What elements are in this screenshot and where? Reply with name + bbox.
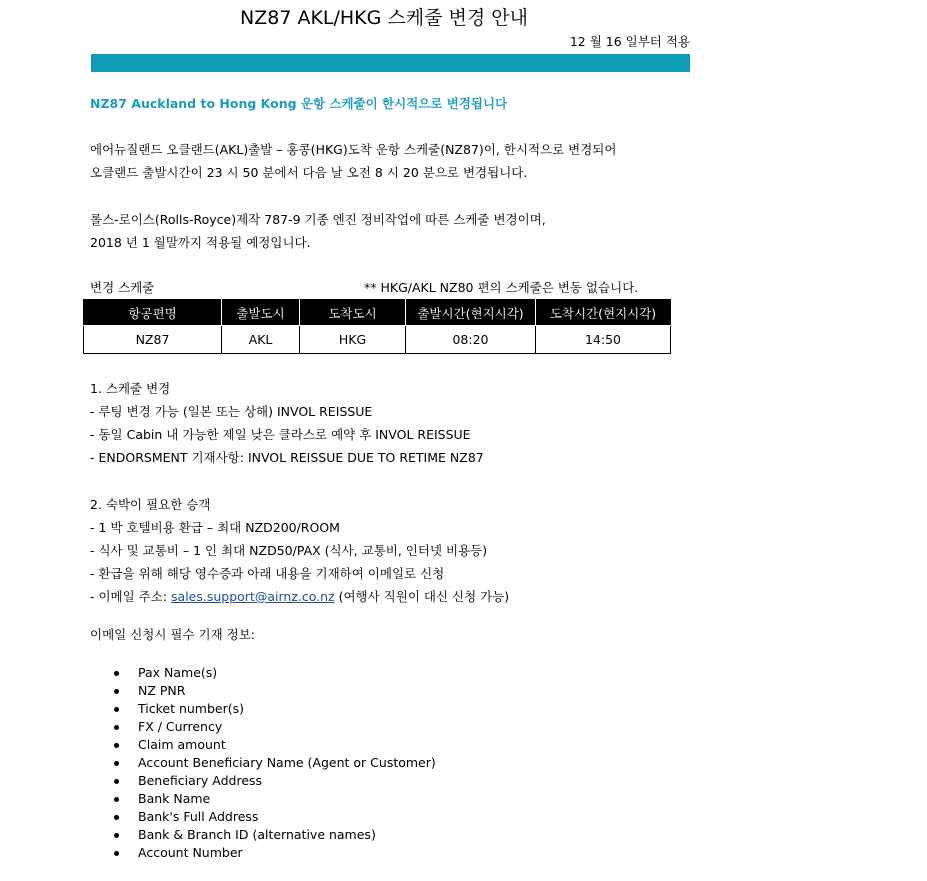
bullet-icon: [114, 725, 119, 730]
effective-date: 12 월 16 일부터 적용: [569, 34, 690, 49]
intro-line: 에어뉴질랜드 오클랜드(AKL)출발 – 홍콩(HKG)도착 운항 스케줄(NZ87)이, 한시적으로 변경되어: [90, 142, 617, 157]
intro-paragraph: [90, 138, 616, 184]
schedule-label: 변경 스케줄: [90, 280, 155, 295]
list-item-text: Claim amount: [138, 737, 226, 752]
reason-paragraph: [90, 208, 546, 254]
list-item: - ENDORSMENT 기재사항: INVOL REISSUE DUE TO RETIME NZ87: [90, 450, 484, 465]
list-item: [112, 664, 436, 682]
section-schedule-change: [90, 377, 484, 469]
section-title: 1. 스케줄 변경: [90, 381, 171, 396]
email-suffix: (여행사 직원이 대신 신청 가능): [334, 589, 510, 604]
headline: NZ87 Auckland to Hong Kong 운항 스케줄이 한시적으로 변경됩니다: [90, 96, 508, 111]
cell-flight: NZ87: [84, 326, 222, 354]
list-item-text: Bank Name: [138, 791, 211, 806]
bullet-icon: [114, 779, 119, 784]
email-link[interactable]: sales.support@airnz.co.nz: [171, 589, 335, 604]
list-item-text: Beneficiary Address: [138, 773, 263, 788]
list-item: [112, 754, 436, 772]
column-header-origin: 출발도시: [222, 300, 300, 326]
list-item: [112, 700, 436, 718]
schedule-header-row: [84, 300, 671, 326]
list-item-text: Account Beneficiary Name (Agent or Customer): [138, 755, 436, 770]
bullet-icon: [114, 815, 119, 820]
table-row: [84, 326, 671, 354]
bullet-icon: [114, 797, 119, 802]
intro-line: 오클랜드 출발시간이 23 시 50 분에서 다음 날 오전 8 시 20 분으로 변경됩니다.: [90, 165, 528, 180]
list-item: - 식사 및 교통비 – 1 인 최대 NZD50/PAX (식사, 교통비, 인터넷 비용등): [90, 543, 488, 558]
list-item: - 1 박 호텔비용 환급 – 최대 NZD200/ROOM: [90, 520, 340, 535]
cell-departure: 08:20: [406, 326, 536, 354]
cell-origin: AKL: [222, 326, 300, 354]
column-header-departure: 출발시간(현지시각): [406, 300, 536, 326]
schedule-table: [83, 299, 671, 354]
list-item: [112, 790, 436, 808]
list-item: [112, 772, 436, 790]
list-item-text: NZ PNR: [138, 683, 186, 698]
list-item: [112, 718, 436, 736]
required-info-title: 이메일 신청시 필수 기재 정보:: [90, 627, 256, 642]
accent-bar: [91, 54, 690, 72]
list-item: [112, 844, 436, 862]
list-item: - 루팅 변경 가능 (일본 또는 상해) INVOL REISSUE: [90, 404, 373, 419]
cell-arrival: 14:50: [536, 326, 671, 354]
column-header-arrival: 도착시간(현지시각): [536, 300, 671, 326]
bullet-icon: [114, 671, 119, 676]
bullet-icon: [114, 689, 119, 694]
list-item-text: FX / Currency: [138, 719, 223, 734]
list-item: - 환급을 위해 해당 영수증과 아래 내용을 기재하여 이메일로 신청: [90, 566, 445, 581]
bullet-icon: [114, 851, 119, 856]
list-item: [112, 808, 436, 826]
list-item-text: Account Number: [138, 845, 243, 860]
bullet-icon: [114, 833, 119, 838]
reason-line: 2018 년 1 월말까지 적용될 예정입니다.: [90, 235, 311, 250]
list-item: - 동일 Cabin 내 가능한 제일 낮은 클라스로 예약 후 INVOL REISSUE: [90, 427, 471, 442]
section-title: 2. 숙박이 필요한 승객: [90, 497, 211, 512]
email-line: [90, 585, 509, 608]
bullet-icon: [114, 761, 119, 766]
column-header-flight: 항공편명: [84, 300, 222, 326]
list-item-text: Pax Name(s): [138, 665, 218, 680]
list-item-text: Bank & Branch ID (alternative names): [138, 827, 376, 842]
email-prefix: - 이메일 주소:: [90, 589, 172, 604]
document-title: NZ87 AKL/HKG 스케줄 변경 안내: [240, 7, 528, 29]
list-item: [112, 736, 436, 754]
cell-destination: HKG: [300, 326, 406, 354]
bullet-icon: [114, 707, 119, 712]
reason-line: 롤스-로이스(Rolls-Royce)제작 787-9 기종 엔진 정비작업에 따른 스케줄 변경이며,: [90, 212, 546, 227]
section-accommodation: [90, 493, 509, 608]
list-item: [112, 682, 436, 700]
list-item-text: Ticket number(s): [138, 701, 245, 716]
required-info-list: [112, 664, 436, 862]
list-item-text: Bank's Full Address: [138, 809, 259, 824]
column-header-destination: 도착도시: [300, 300, 406, 326]
schedule-note: ** HKG/AKL NZ80 편의 스케줄은 변동 없습니다.: [364, 280, 639, 295]
list-item: [112, 826, 436, 844]
bullet-icon: [114, 743, 119, 748]
